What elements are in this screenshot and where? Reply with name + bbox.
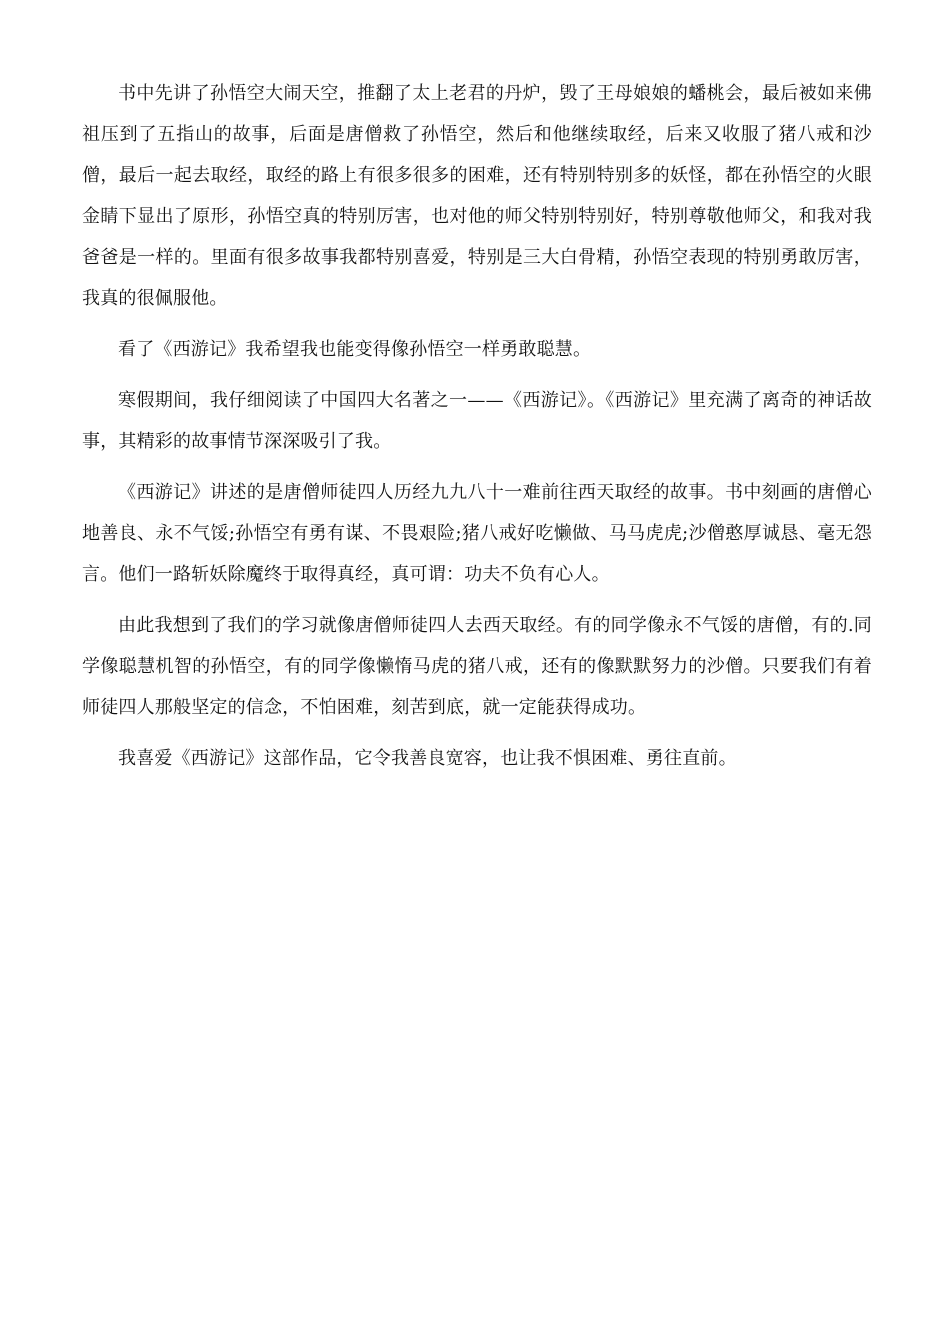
paragraph: 我喜爱《西游记》这部作品，它令我善良宽容，也让我不惧困难、勇往直前。 xyxy=(118,748,737,769)
document-body xyxy=(82,73,872,789)
paragraph: 由此我想到了我们的学习就像唐僧师徒四人去西天取经。有的同学像永不气馁的唐僧，有的.同学像聪慧机智的孙悟空，有的同学像懒惰马虎的猪八戒，还有的像默默努力的沙僧。只要我们有着师徒四人那般坚定的信念，不怕困难，刻苦到底，就一定能获得成功。 xyxy=(82,615,872,718)
paragraph: 书中先讲了孙悟空大闹天空，推翻了太上老君的丹炉，毁了王母娘娘的蟠桃会，最后被如来佛祖压到了五指山的故事，后面是唐僧救了孙悟空，然后和他继续取经，后来又收服了猪八戒和沙僧，最后一起去取经，取经的路上有很多很多的困难，还有特别特别多的妖怪，都在孙悟空的火眼金睛下显出了原形，孙悟空真的特别厉害，也对他的师父特别特别好，特别尊敬他师父，和我对我爸爸是一样的。里面有很多故事我都特别喜爱，特别是三大白骨精，孙悟空表现的特别勇敢厉害，我真的很佩服他。 xyxy=(82,83,872,309)
paragraph: 寒假期间，我仔细阅读了中国四大名著之一——《西游记》。《西游记》里充满了离奇的神话故事，其精彩的故事情节深深吸引了我。 xyxy=(82,390,872,452)
paragraph: 《西游记》讲述的是唐僧师徒四人历经九九八十一难前往西天取经的故事。书中刻画的唐僧心地善良、永不气馁;孙悟空有勇有谋、不畏艰险;猪八戒好吃懒做、马马虎虎;沙僧憨厚诚恳、毫无怨言。他们一路斩妖除魔终于取得真经，真可谓：功夫不负有心人。 xyxy=(82,482,872,585)
paragraph: 看了《西游记》我希望我也能变得像孙悟空一样勇敢聪慧。 xyxy=(118,339,592,360)
